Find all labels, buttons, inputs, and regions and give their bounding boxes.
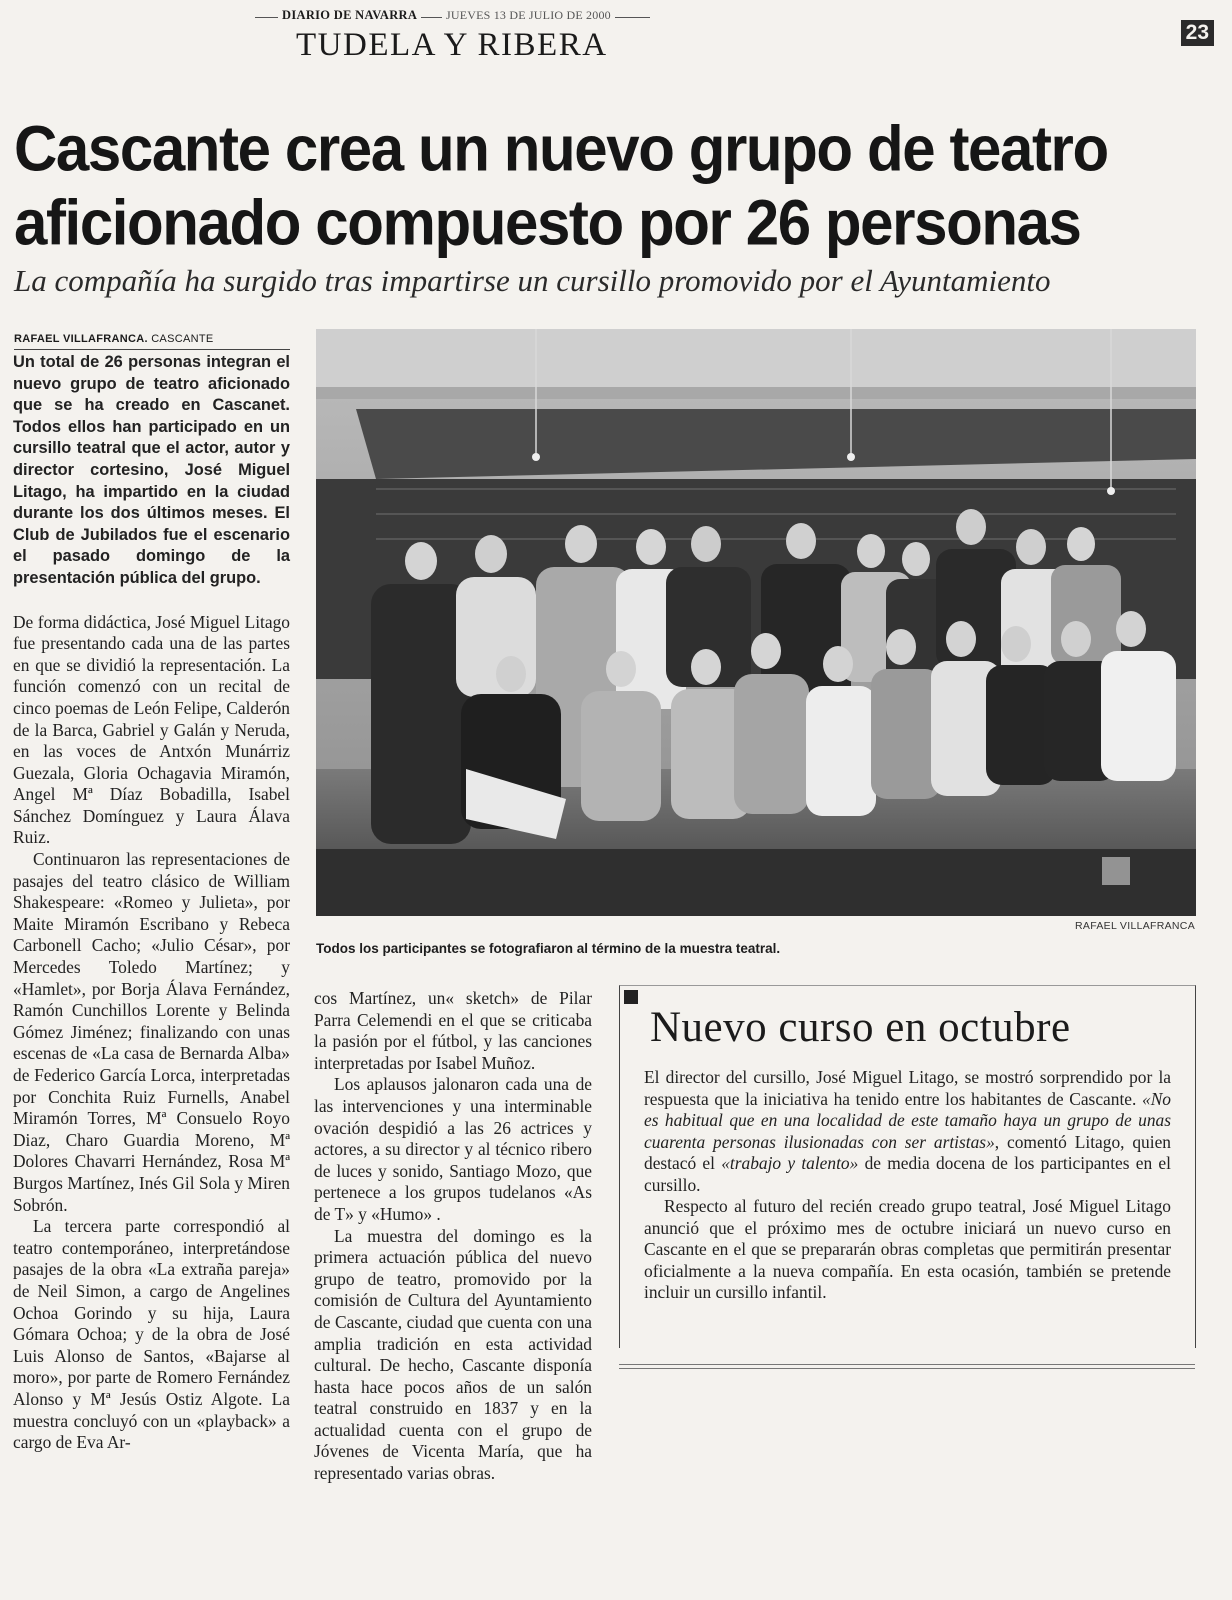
group-photo <box>316 329 1196 916</box>
article-paragraph-4: cos Martínez, un« sketch» de Pilar Parra Celemendi en el que se criticaba la pasión por el fútbol, y las canciones interpretadas por Isabel Muñoz. <box>314 988 592 1073</box>
article-paragraph-6: La muestra del domingo es la primera actuación pública del nuevo grupo de teatro, promovido por la comisión de Cultura del Ayuntamiento de Cascante, ciudad que cuenta con una amplia tradición en esta actividad cultural. De hecho, Cascante disponía hasta hace pocos años de un salón teatral construido en 1837 y en la actualidad cuenta con el grupo de Jóvenes de Vicenta María, que ha representado varias obras. <box>314 1225 592 1484</box>
article-paragraph-1: De forma didáctica, José Miguel Litago fue presentando cada una de las partes en que se dividió la representación. La función comenzó con un recital de cinco poemas de León Felipe, Calderón de la Barca, Gabriel y Galán y Neruda, en las voces de Antxón Munárriz Guezala, Gloria Ochagavia Miramón, Angel Mª Díaz Bobadilla, Isabel Sánchez Domínguez y Laura Álava Ruiz. <box>13 611 290 848</box>
sidebar-quote-2: «trabajo y talento» <box>721 1153 859 1173</box>
sidebar-text-b: , comentó Litago, quien destacó el <box>644 1131 1171 1173</box>
sidebar-text-a: El director del cursillo, José Miguel Litago, se mostró sorprendido por la respuesta que la iniciativa ha tenido entre los habitantes de Cascante. <box>644 1067 1171 1109</box>
sidebar-square-marker <box>624 990 638 1004</box>
section-title: TUDELA Y RIBERA <box>296 27 608 63</box>
article-paragraph-3: La tercera parte correspondió al teatro contemporáneo, interpretándose pasajes de la obra «La extraña pareja» de Neil Simon, a cargo de Angelines Ochoa Gorindo y su hija, Laura Gómara Ochoa; y de la obra de José Luis Alonso de Santos, «Bajarse al moro», por parte de Romero Fernández Alonso y Mª Jesús Ostiz Algote. La muestra concluyó con un «playback» a cargo de Eva Ar- <box>13 1216 290 1453</box>
page-number: 23 <box>1181 20 1214 46</box>
sidebar-text <box>644 1067 1171 1304</box>
byline-rule <box>14 349 290 350</box>
byline <box>14 333 214 345</box>
article-paragraph-5: Los aplausos jalonaron cada una de las intervenciones y una interminable ovación despidió a las 26 actrices y actores, a su director y al técnico ribero de luces y sonido, Santiago Mozo, que pertenece a los grupos tudelanos «As de T» y «Humo» . <box>314 1074 592 1224</box>
sidebar-paragraph-1 <box>644 1067 1171 1196</box>
sidebar-title: Nuevo curso en octubre <box>650 1004 1071 1051</box>
sidebar-quote-1: «No es habitual que en una localidad de este tamaño haya un grupo de unas cuarenta personas ilusionadas con ser artistas» <box>644 1088 1171 1152</box>
newspaper-name: DIARIO DE NAVARRA <box>278 8 421 23</box>
sidebar-bottom-rule-2 <box>619 1368 1195 1369</box>
photo-credit: RAFAEL VILLAFRANCA <box>1075 920 1195 932</box>
subheadline: La compañía ha surgido tras impartirse un cursillo promovido por el Ayuntamiento <box>14 263 1051 298</box>
sidebar-paragraph-2: Respecto al futuro del recién creado grupo teatral, José Miguel Litago anunció que el próximo mes de octubre iniciará un nuevo curso en Cascante en el que se prepararán obras completas que permitirán presentar oficialmente a la nueva compañía. En esta ocasión, también se pretende incluir un cursillo infantil. <box>644 1196 1171 1302</box>
photo-caption: Todos los participantes se fotografiaron al término de la muestra teatral. <box>316 941 781 956</box>
byline-place: CASCANTE <box>151 333 214 345</box>
article-lead: Un total de 26 personas integran el nuevo grupo de teatro aficionado que se ha creado en Cascanet. Todos ellos han participado en un cursillo teatral que el actor, autor y director cortesino, José Miguel Litago, ha impartido en la ciudad durante los dos últimos meses. El Club de Jubilados fue el escenario el pasado domingo de la presentación pública del grupo. <box>13 353 290 587</box>
byline-author: RAFAEL VILLAFRANCA. <box>14 333 148 345</box>
sidebar-bottom-rule <box>619 1364 1195 1365</box>
group-photo-image <box>316 329 1196 916</box>
headline <box>14 112 1224 260</box>
article-column-1 <box>13 352 290 1454</box>
article-column-2 <box>314 988 592 1485</box>
headline-line-2: aficionado compuesto por 26 personas <box>14 187 1081 259</box>
article-paragraph-2: Continuaron las representaciones de pasajes del teatro clásico de William Shakespeare: «Romeo y Julieta», por Maite Miramón Escribano y Rebeca Carbonell Cacho; «Julio César», por Mercedes Toledo Martínez; y «Hamlet», por Borja Álava Fernández, Ramón Cunchillos Lorente y Belinda Gómez Jiménez; finalizando con unas escenas de «La casa de Bernarda Alba» de Federico García Lorca, interpretadas por Conchita Ruiz Furnells, Anabel Miramón Torres, Mª Consuelo Royo Diaz, Charo Guardia Moreno, Mª Dolores Chavarri Hernández, Rosa Mª Burgos Martínez, Inés Gil Sola y Miren Sobrón. <box>13 849 290 1215</box>
issue-date: JUEVES 13 DE JULIO DE 2000 <box>442 8 615 23</box>
headline-line-1: Cascante crea un nuevo grupo de teatro <box>14 113 1108 185</box>
sidebar-text-c: de media docena de los participantes en el cursillo. <box>644 1153 1171 1195</box>
